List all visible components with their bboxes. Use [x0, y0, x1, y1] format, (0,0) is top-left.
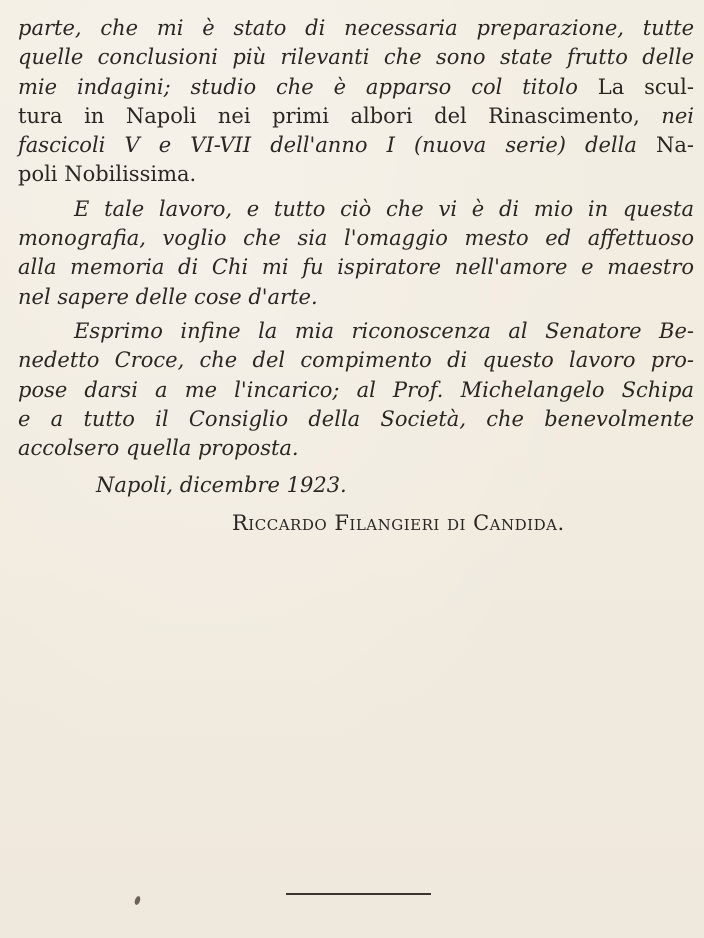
text-run: mie indagini; studio che è apparso col titolo	[18, 74, 598, 99]
text-run: tura in Napoli nei primi albori del Rinascimento,	[18, 103, 662, 128]
text-line	[18, 131, 694, 160]
author-signature: Riccardo Filangieri di Candida.	[232, 510, 565, 535]
text-run: e a tutto il Consiglio della Società, che benevolmente	[18, 406, 694, 431]
text-line	[18, 434, 694, 463]
text-run: fascicoli V e VI-VII dell'anno I (nuova serie) della	[18, 133, 656, 158]
text-run: Esprimo infine la mia riconoscenza al Senatore Be-	[74, 318, 694, 343]
text-line	[18, 102, 694, 131]
text-run: nel sapere delle cose d'arte.	[18, 284, 318, 309]
text-run: poli Nobilissima.	[18, 162, 197, 187]
text-line	[18, 376, 694, 405]
paragraph-1	[18, 14, 694, 190]
text-line	[18, 160, 694, 189]
text-line	[18, 405, 694, 434]
text-run: monografia, voglio che sia l'omaggio mesto ed affettuoso	[18, 226, 694, 251]
place-date: Napoli, dicembre 1923.	[96, 473, 347, 498]
text-run: accolsero quella proposta.	[18, 436, 299, 461]
text-run: nei	[661, 103, 694, 128]
paragraph-2	[18, 195, 694, 312]
text-run: Na-	[656, 133, 694, 158]
paragraph-3	[18, 317, 694, 463]
text-line	[18, 14, 694, 43]
text-line	[18, 43, 694, 72]
text-line	[18, 283, 694, 312]
text-line	[18, 317, 694, 346]
text-line	[18, 253, 694, 282]
text-line	[18, 224, 694, 253]
text-run: alla memoria di Chi mi fu ispiratore nell'amore e maestro	[18, 255, 694, 280]
ink-speck	[134, 895, 142, 905]
text-run: parte, che mi è stato di necessaria preparazione, tutte	[18, 16, 694, 40]
text-run: E tale lavoro, e tutto ciò che vi è di mio in questa	[74, 196, 694, 221]
text-block	[18, 14, 694, 538]
text-line	[18, 195, 694, 224]
text-run: quelle conclusioni più rilevanti che sono state frutto delle	[18, 45, 694, 70]
text-run: nedetto Croce, che del compimento di questo lavoro pro-	[18, 348, 694, 373]
text-line	[18, 73, 694, 102]
footer-rule	[286, 893, 431, 895]
text-run: La scul-	[597, 74, 694, 99]
text-run: pose darsi a me l'incarico; al Prof. Michelangelo Schipa	[18, 377, 694, 402]
text-line	[18, 346, 694, 375]
